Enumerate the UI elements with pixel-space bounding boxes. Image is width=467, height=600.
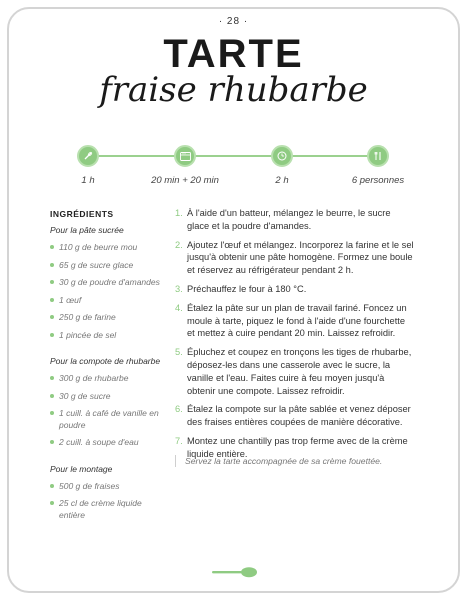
ingredient-item: 300 g de rhubarbe	[50, 373, 170, 385]
steps-column	[175, 207, 415, 467]
timeline-servings	[328, 145, 428, 186]
recipe-step	[175, 302, 415, 340]
step-text: Épluchez et coupez en tronçons les tiges de rhubarbe, déposez-les dans une casserole avec le sucre, la vanille et l'eau. Faites cuire à feu moyen jusqu'à obtenir une compote. Laissez refroidir.	[187, 347, 412, 396]
step-number: 2.	[175, 239, 183, 250]
recipe-step	[175, 283, 415, 296]
ingredient-list	[50, 481, 170, 522]
step-text: Étalez la pâte sur un plan de travail fariné. Foncez un moule à tarte, piquez le fond à l'aide d'une fourchette et mettez à cuire pendant 20 min. Laissez refroidir.	[187, 302, 407, 339]
ingredient-item: 250 g de farine	[50, 312, 170, 324]
ingredient-item: 30 g de poudre d'amandes	[50, 277, 170, 289]
ingredient-item: 1 cuill. à café de vanille en poudre	[50, 408, 170, 431]
ingredient-item: 65 g de sucre glace	[50, 260, 170, 272]
ingredient-item: 30 g de sucre	[50, 391, 170, 403]
recipe-timeline	[0, 145, 467, 205]
recipe-title: TARTE	[163, 32, 304, 76]
step-number: 4.	[175, 302, 183, 313]
recipe-step	[175, 346, 415, 397]
step-text: À l'aide d'un batteur, mélangez le beurre, le sucre glace et la poudre d'amandes.	[187, 208, 391, 231]
ingredient-section-title: Pour la compote de rhubarbe	[50, 356, 161, 366]
whisk-icon	[77, 145, 99, 167]
timeline-cook-time	[135, 145, 235, 186]
step-text: Montez une chantilly pas trop ferme avec de la crème liquide entière.	[187, 435, 408, 459]
timeline-label-prep: 1 h	[81, 175, 95, 186]
ingredient-item: 500 g de fraises	[50, 481, 170, 493]
step-number: 5.	[175, 347, 183, 358]
timeline-label-servings: 6 personnes	[351, 175, 405, 186]
spoon-icon	[212, 565, 258, 579]
step-number: 7.	[175, 435, 183, 446]
recipe-step	[175, 239, 415, 277]
cutlery-icon	[367, 145, 389, 167]
ingredient-list	[50, 373, 170, 449]
timeline-prep-time	[38, 145, 138, 186]
recipe-step	[175, 207, 415, 233]
step-text: Étalez la compote sur la pâte sablée et venez déposer des fraises entières coupées de manière décorative.	[187, 404, 411, 428]
page-number: · 28 ·	[218, 16, 249, 27]
oven-icon	[174, 145, 196, 167]
ingredients-title: INGRÉDIENTS	[50, 209, 114, 219]
serving-tip: Servez la tarte accompagnée de sa crème fouettée.	[175, 455, 415, 467]
ingredient-section-title: Pour la pâte sucrée	[50, 225, 124, 235]
ingredient-item: 110 g de beurre mou	[50, 242, 170, 254]
ingredient-item: 1 œuf	[50, 295, 170, 307]
step-number: 6.	[175, 404, 183, 415]
step-number: 3.	[175, 283, 183, 294]
ingredient-section-title: Pour le montage	[50, 463, 113, 474]
timeline-label-rest: 2 h	[275, 175, 289, 186]
ingredient-item: 2 cuill. à soupe d'eau	[50, 437, 170, 449]
step-text: Préchauffez le four à 180 °C.	[187, 283, 307, 294]
recipe-subtitle: fraise rhubarbe	[99, 70, 368, 110]
ingredients-column	[50, 209, 170, 535]
ingredient-item: 25 cl de crème liquide entière	[50, 498, 170, 521]
timeline-label-cook: 20 min + 20 min	[151, 175, 219, 186]
timeline-rest-time	[232, 145, 332, 186]
ingredient-list	[50, 242, 170, 341]
clock-icon	[271, 145, 293, 167]
step-text: Ajoutez l'œuf et mélangez. Incorporez la farine et le sel jusqu'à obtenir une pâte homogène. Formez une boule et réservez au réfrigérateur pendant 2 h.	[187, 239, 414, 276]
ingredient-item: 1 pincée de sel	[50, 330, 170, 342]
recipe-step	[175, 403, 415, 429]
step-number: 1.	[175, 208, 183, 218]
steps-list	[175, 207, 415, 461]
